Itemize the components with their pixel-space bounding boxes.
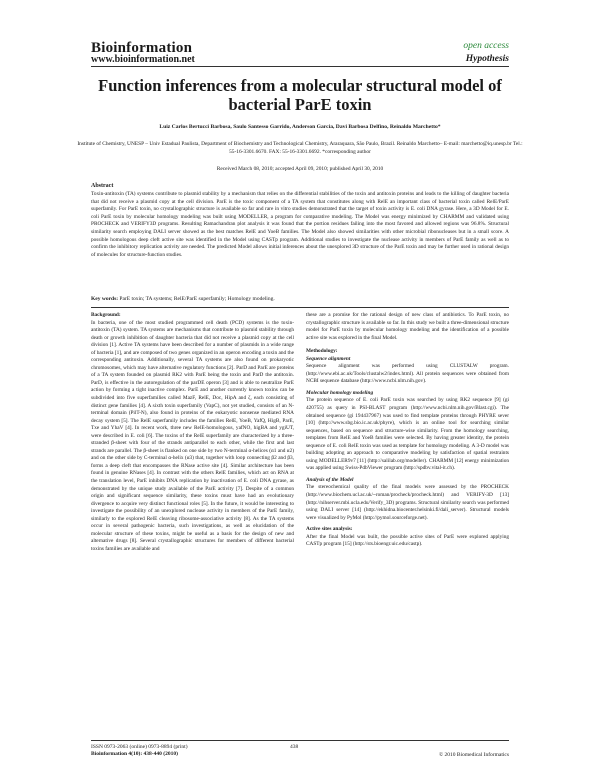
footer-left	[91, 744, 188, 758]
publication-dates: Received March 08, 2010; accepted April 09, 2010; published April 30, 2010	[216, 166, 384, 172]
sequence-alignment-body: Sequence alignment was performed using CLUSTALW program. (http://www.ebi.ac.uk/Tools/clustalw2/index.html). All protein sequences were obtained from NCBI sequence database (http://www.ncbi.nlm.nih.gov).	[306, 363, 509, 385]
homology-modeling-body: The protein sequence of E. coli ParE toxin was searched by using RK2 sequence [9] (gi 420755) as query in PSI-BLAST program (http://www.ncbi.nlm.nih.gov/Blast.cgi). The obtained sequence (gi 194437967) was used to find template proteins through PHYRE sever [10] (http://www.sbg.bio.ic.ac.uk/phyre), which is an online tool for searching similar sequences, based on sequence and structure-wise similarity. From the homology searching, templates from RelE and YoeB families were selected. By having greater identity, the protein sequence of E. coli RelE toxin was used as template for homology modeling. A 3-D model was building adopting an approach to comparative modeling by satisfaction of spatial restraints using MODELLER9v7 [11] (http://salilab.org/modeller). CHARMM [12] energy minimization was applied using Swiss-PdbViewer program (http://spdbv.vital-it.ch).	[306, 397, 509, 472]
journal-name: Bioinformation	[91, 40, 193, 56]
background-heading: Background:	[91, 312, 121, 318]
copyright: © 2010 Biomedical Informatics	[438, 752, 509, 758]
abstract-body: Toxin-antitoxin (TA) systems contribute to plasmid stability by a mechanism that relies on the differential stabilities of the toxin and antitoxin proteins and leads to the killing of daughter bacteria that did not receive a plasmid copy at the cell division. ParE is the toxic component of a TA system that constitutes along with RelE an important class of bacterial toxin called RelE/ParE superfamily. For ParE toxin, no crystallographic structure is available so far and rare in vitro studies demonstrated that the target of toxin activity is E. coli DNA gyrase. Here, a 3D Model for E. coli ParE toxin by molecular homology modeling was built using MODELLER, a program for comparative modeling. The Model was energy minimized by CHARMM and validated using PROCHECK and VERIFY3D programs. Resulting Ramachandran plot analysis it was found that the portion residues failing into the most favored and allowed regions was 96.8%. Structural similarity search employing DALI server showed as the best matches RelE and YoeB families. The Model also showed similarities with other microbial ribonucleases but in a small score. A possible homologous deep cleft active site was identified in the Model using CASTp program. Additional studies to investigate the nuclease activity in members of ParE family as well as to confirm the inhibitory replication activity are needed. The predicted Model allows initial inferences about the unexplored 3D structure of the ParE toxin and may be further used in rational design of molecules for structure-function studies.	[91, 191, 509, 258]
page-number: 438	[290, 744, 299, 750]
sequence-alignment-heading: Sequence alignment	[306, 355, 351, 362]
background-body: In bacteria, one of the most studied programmed cell death (PCD) systems is the toxin-antitoxin (TA) system. TA systems are mechanisms that contribute to plasmid stability through death or growth inhibition of daughter bacteria that did not receive a plasmid copy at the cell division [1]. Active TA systems have been described for a number of plasmids in a wide range of bacteria [1], and are composed of two genes organized in an operon encoding a toxin and the corresponding antitoxin. Additionally, several TA systems are also found on prokaryotic chromosomes, which may have alternative regulatory functions [2]. ParD and ParE are proteins of a TA system founded on plasmid RK2 with ParE being the toxin and ParD the antitoxin. ParD, is effective in the autoregulation of the parDE operon [3] and is able to neutralize ParE action by forming a tight inactive complex. ParE and another currently known toxins can be subdivided into five superfamilies called MazF, RelE, Doc, HipA and ζ, each consisting of distinct gene families [4]. A sixth toxin superfamily (VapC), not yet studied, consists of an N-terminal domain (PilT-N), also found in proteins of the eukaryotic nonsense mediated RNA decay system [5]. The RelE superfamily includes the families RelE, YoeB, YafQ, HigB, ParE, Txe and YhaV [4]. In recent work, three new RelE-homologous, yafNO, higBA and ygiUT, were described in E. coli [6]. The toxins of the RelE superfamily are characterized by a three-stranded β-sheet with four of the strands antiparallel to each other, while the first and last strands are parallel. The β-sheet is flanked on one side by two N-terminal α-helices (α1 and α2) and on the other side by C-terminal α-helix (α3) that, together with loop connecting β2 and β3, forms a deep cleft that encompasses the RNase active site [4]. Similar architecture has been found in genuine RNases [4]. In contrast with the others RelE families, which act on RNA at the translation level, ParE inhibits DNA replication by inactivation of E. coli DNA gyrase, as demonstrated by the unique study available of the ParE activity [7]. Despite of a common origin and significant sequence similarity, these toxins must have had an evolutionary divergence to acquire very distinct functional roles [5]. In the future, it would be interesting to investigate the possibility of an unexplored nuclease activity in members of the ParE family, similarly to the explored RelE cleaving ribosome-associative activity [8]. As the TA systems occur in several pathogenic bacteria, such investigations, as well as elucidation of the molecular structure of these toxins, might be useful as a basis for the design of new and alternative drugs [8]. Several crystallographic structures for members of different bacterial toxins families are available and	[91, 319, 294, 552]
keywords-label: Key words:	[91, 296, 119, 302]
author-list: Luiz Carlos Bertucci Barbosa, Saulo Santesso Garrido, Anderson Garcia, Davi Barbosa Delfino, Reinaldo Marchetto*	[159, 124, 441, 130]
citation: Bioinformation 4(10): 438-440 (2010)	[91, 751, 178, 757]
article-type: Hypothesis	[465, 54, 509, 64]
analysis-body: The stereochemical quality of the final models were assessed by the PROCHECK (http://www.biochem.ucl.ac.uk/~roman/procheck/procheck.html) and VERIFY-3D [13] (http://nihserver.mbi.ucla.edu/Verify_3D) programs. Structural similarity search was performed using DALI server [14] (http://ekhidna.biocenter.helsinki.fi/dali_server). Structural models were visualized by PyMol (http://pymol.sourceforge.net).	[306, 484, 509, 521]
methodology-heading: Methodology:	[306, 348, 338, 355]
keywords	[91, 296, 509, 302]
abstract-heading: Abstract	[91, 183, 114, 189]
active-sites-heading: Active sites analysis:	[306, 526, 353, 533]
open-access-label: open access	[463, 41, 509, 51]
abstract-divider	[91, 307, 509, 308]
journal-website[interactable]: www.bioinformation.net	[91, 54, 195, 65]
header-divider	[91, 66, 509, 67]
paper-title: Function inferences from a molecular structural model of bacterial ParE toxin	[98, 76, 502, 114]
keywords-text: ParE toxin; TA systems; RelE/ParE superfamily; Homology modeling.	[119, 296, 275, 302]
affiliation: Institute of Chemistry, UNESP – Univ Estadual Paulista, Department of Biochemistry and Technological Chemistry, Araraquara, São Paulo, Brazil. Reinaldo Marchetto– E-mail: marchetto@iq.unesp.br Tel.: 55-16-3301.6670. FAX: 55-16-3301.6692. *corresponding author	[77, 141, 523, 155]
right-column	[306, 312, 509, 549]
footer-divider	[91, 740, 509, 741]
left-column	[91, 312, 294, 554]
intro-continuation: these are a promise for the rational design of new class of antibiotics. To ParE toxin, no crystallographic structure is available so far. In this study we built a three-dimensional structure model for ParE toxin by molecular homology modeling and the identification of a possible active site was explored in the final Model.	[306, 312, 509, 341]
analysis-heading: Analysis of the Model	[306, 476, 354, 483]
homology-modeling-heading: Molecular homology modeling	[306, 389, 374, 396]
issn: ISSN 0973-2063 (online) 0973-8894 (print)	[91, 744, 188, 750]
active-sites-body: After the final Model was built, the possible active sites of ParE were explored applying CASTp program [15] (http://sts.bioengr.uic.edu/castp).	[306, 533, 509, 548]
